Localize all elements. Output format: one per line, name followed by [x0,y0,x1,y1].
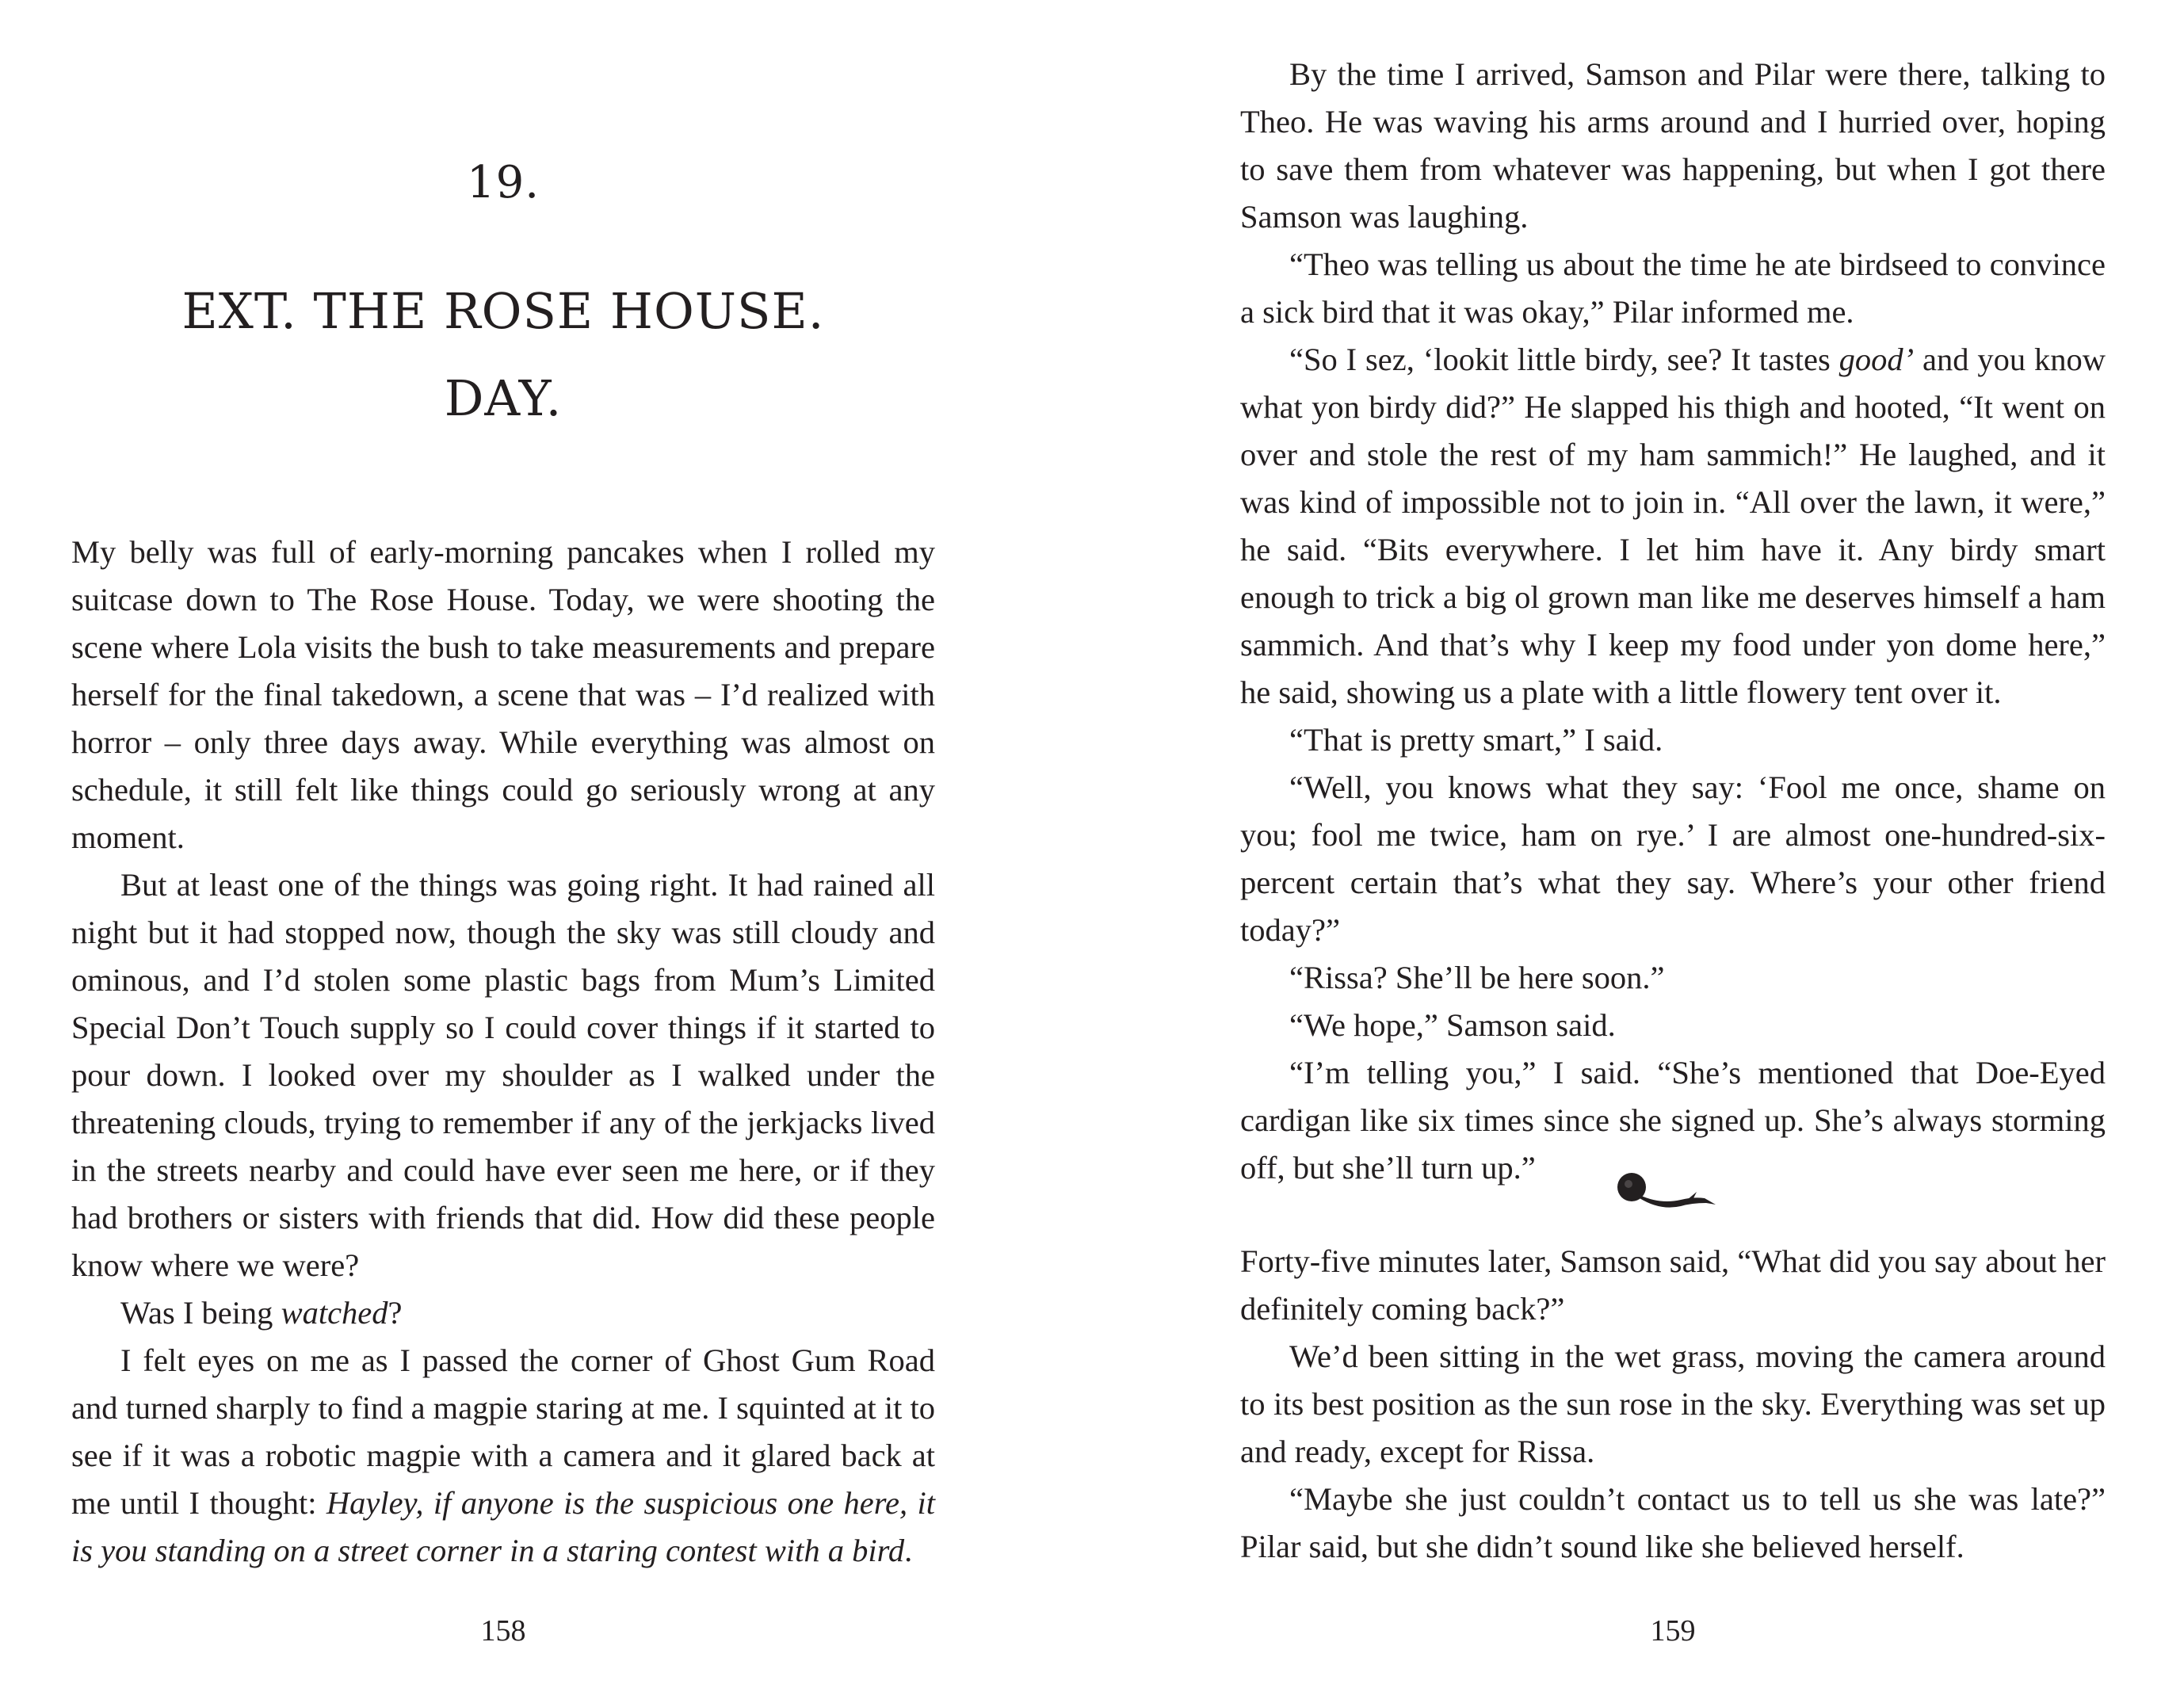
page-number-right: 159 [1650,1614,1696,1648]
page-number-left: 158 [480,1614,526,1648]
emphasis-text: Hayley, if anyone is the suspicious one here, it is you standing on a street corner in a staring contest with a bird [71,1485,935,1568]
paragraph-text: I felt eyes on me as I passed the corner of Ghost Gum Road and turned sharply to find a magpie staring at me. I squinted at it to see if it was a robotic magpie with a camera and it glared back at me until I thought: [71,1342,935,1521]
paragraph [1240,336,2106,716]
paragraph: “Rissa? She’ll be here soon.” [1289,960,1665,995]
emphasis-text: good’ [1838,342,1915,377]
paragraph: “We hope,” Samson said. [1289,1007,1616,1043]
left-page [71,0,935,1684]
paragraph: My belly was full of early-morning pancakes when I rolled my suitcase down to The Rose House. Today, we were shooting the scene where Lola visits the bush to take measurements and prepare herself for the final takedown, a scene that was – I’d realized with horror – only three days away. While everything was almost on schedule, it still felt like things could go seriously wrong at any moment. [71,534,935,855]
paragraph-text: and you know what yon birdy did?” He slapped his thigh and hooted, “It went on over and stole the rest of my ham sammich!” He laughed, and it was kind of impossible not to join in. “All over the lawn, it were,” he said. “Bits everywhere. I let him have it. Any birdy smart enough to trick a big ol grown man like me deserves himself a ham sammich. And that’s why I keep my food under yon dome here,” he said, showing us a plate with a little flowery tent over it. [1240,342,2106,710]
paragraph: Forty-five minutes later, Samson said, “What did you say about her definitely coming back?” [1240,1243,2106,1327]
paragraph: “That is pretty smart,” I said. [1289,722,1663,758]
paragraph-text: ? [388,1295,403,1331]
paragraph [71,1337,935,1575]
right-page-body-bottom [1240,1238,2106,1571]
paragraph: “Maybe she just couldn’t contact us to tell us she was late?” Pilar said, but she didn’t sound like she believed herself. [1240,1481,2106,1564]
chapter-title-line-1: EXT. THE ROSE HOUSE. [181,282,825,340]
left-page-body [71,529,935,1575]
paragraph-text: . [904,1533,913,1568]
chapter-title [71,268,935,442]
paragraph-text: “So I sez, ‘lookit little birdy, see? It tastes [1289,342,1839,377]
paragraph [71,1289,935,1337]
paragraph-text: Was I being [120,1295,281,1331]
paragraph: We’d been sitting in the wet grass, moving the camera around to its best position as the sun rose in the sky. Everything was set up and ready, except for Rissa. [1240,1338,2106,1469]
right-page-body-top [1240,51,2106,1192]
paragraph: “Well, you knows what they say: ‘Fool me once, shame on you; fool me twice, ham on rye.’ I are almost one-hundred-six-percent certain that’s what they say. Where’s your other friend today?” [1240,769,2106,948]
chapter-title-line-2: DAY. [444,369,563,427]
scene-break-ornament-icon [1605,1163,1724,1220]
chapter-number: 19. [466,157,540,208]
paragraph: But at least one of the things was going right. It had rained all night but it had stopped now, though the sky was still cloudy and ominous, and I’d stolen some plastic bags from Mum’s Limited Special Don’t Touch supply so I could cover things if it started to pour down. I looked over my shoulder as I walked under the threatening clouds, trying to remember if any of the jerkjacks lived in the streets nearby and could have ever seen me here, or if they had brothers or sisters with friends that did. How did these people know where we were? [71,867,935,1283]
emphasis-text: watched [281,1295,388,1331]
right-page [1240,0,2106,1684]
paragraph: “Theo was telling us about the time he ate birdseed to convince a sick bird that it was okay,” Pilar informed me. [1240,246,2106,330]
paragraph: By the time I arrived, Samson and Pilar were there, talking to Theo. He was waving his arms around and I hurried over, hoping to save them from whatever was happening, but when I got there Samson was laughing. [1240,56,2106,235]
paragraph: “I’m telling you,” I said. “She’s mentioned that Doe-Eyed cardigan like six times since she signed up. She’s always storming off, but she’ll turn up.” [1240,1055,2106,1186]
